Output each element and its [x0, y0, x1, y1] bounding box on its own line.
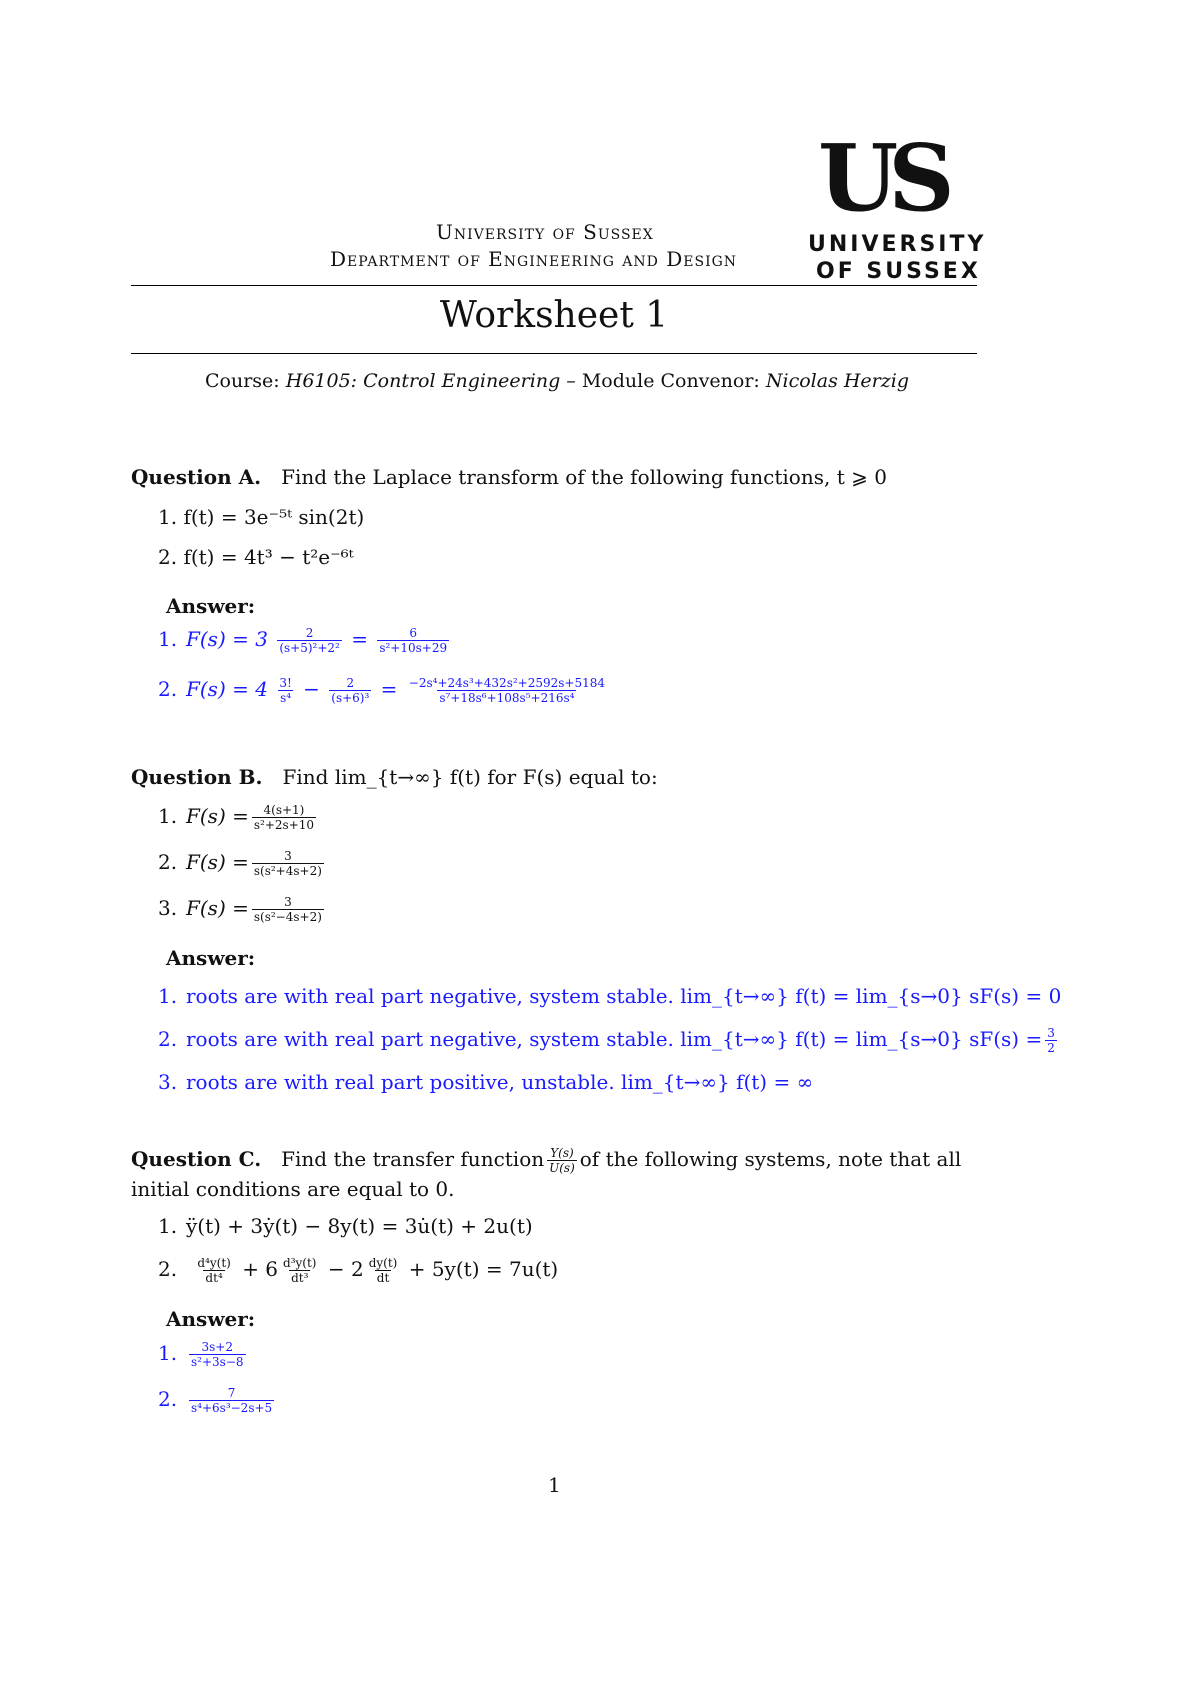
question-b-heading — [131, 765, 658, 789]
list-item — [158, 895, 327, 924]
denominator: dt³ — [291, 1271, 309, 1285]
logo-text-line1: UNIVERSITY — [808, 232, 987, 257]
list-item: 1. f(t) = 3e⁻⁵ᵗ sin(2t) — [158, 505, 365, 529]
numerator: 3 — [284, 895, 292, 909]
question-text: Find the transfer function — [281, 1147, 545, 1171]
question-label: Question A. — [131, 465, 262, 489]
numerator: −2s⁴+24s³+432s²+2592s+5184 — [408, 676, 606, 690]
list-item: 2. f(t) = 4t³ − t²e⁻⁶ᵗ — [158, 545, 354, 569]
numerator: 7 — [227, 1386, 236, 1400]
math: F(s) = — [186, 896, 249, 920]
course-line — [205, 370, 909, 392]
denominator: s(s²−4s+2) — [253, 910, 322, 924]
math: F(s) = 4 — [186, 677, 268, 701]
fraction — [189, 1386, 274, 1415]
denominator: (s+6)³ — [331, 691, 370, 705]
answer-item — [158, 1026, 1060, 1055]
fraction — [277, 626, 342, 655]
math: F(s) = — [186, 850, 249, 874]
item-number: 1. — [158, 1214, 178, 1238]
fraction — [195, 1256, 232, 1285]
numerator: 3! — [279, 676, 292, 690]
numerator: 2 — [346, 676, 355, 690]
answer-item — [158, 626, 452, 655]
denominator: 2 — [1047, 1041, 1055, 1055]
math: F(s) = — [186, 804, 249, 828]
fraction — [277, 676, 293, 705]
logo-text-line2: OF SUSSEX — [816, 259, 981, 284]
answer-text: roots are with real part negative, system stable. lim_{t→∞} f(t) = lim_{s→0} sF(s) = 0 — [186, 984, 1062, 1008]
list-item — [158, 1214, 533, 1238]
numerator: 3s+2 — [201, 1340, 233, 1354]
question-text: Find lim_{t→∞} f(t) for F(s) equal to: — [282, 765, 658, 789]
numerator: dy(t) — [368, 1256, 398, 1270]
answer-label: Answer: — [166, 1307, 256, 1331]
fraction — [407, 676, 607, 705]
divider — [131, 285, 977, 286]
question-a-heading — [131, 465, 887, 489]
denominator: U(s) — [549, 1161, 575, 1175]
answer-item — [158, 676, 610, 705]
course-label: Course: — [205, 370, 280, 392]
item-number: 2. — [158, 850, 178, 874]
list-item — [158, 803, 319, 832]
answer-label: Answer: — [166, 594, 256, 618]
fraction — [281, 1256, 318, 1285]
university-logo-mark: US — [818, 124, 945, 232]
denominator: dt — [376, 1271, 390, 1285]
denominator: (s+5)²+2² — [279, 641, 340, 655]
math: ÿ(t) + 3ẏ(t) − 8y(t) = 3u̇(t) + 2u(t) — [186, 1214, 533, 1238]
denominator: dt⁴ — [205, 1271, 223, 1285]
question-label: Question B. — [131, 765, 263, 789]
denominator: s²+3s−8 — [191, 1355, 244, 1369]
item-number: 3. — [158, 1070, 178, 1094]
fraction — [1045, 1026, 1057, 1055]
math: + 6 — [242, 1257, 279, 1281]
item-number: 2. — [158, 1027, 178, 1051]
divider — [131, 353, 977, 354]
fraction — [252, 803, 316, 832]
item-number: 2. — [158, 1387, 178, 1411]
list-item — [158, 849, 327, 878]
fraction — [367, 1256, 400, 1285]
course-value: H6105: Control Engineering — [285, 370, 561, 392]
convenor-value: Nicolas Herzig — [765, 370, 910, 392]
question-text: initial conditions are equal to 0. — [131, 1177, 455, 1201]
question-text: of the following systems, note that all — [579, 1147, 962, 1171]
denominator: s⁴+6s³−2s+5 — [191, 1401, 273, 1415]
answer-item — [158, 1340, 249, 1369]
separator: – — [566, 370, 576, 392]
question-c-heading — [131, 1146, 961, 1175]
math: − 2 — [327, 1257, 364, 1281]
fraction — [547, 1146, 577, 1175]
numerator: 4(s+1) — [263, 803, 305, 817]
fraction — [329, 676, 371, 705]
numerator: Y(s) — [550, 1146, 574, 1160]
numerator: 6 — [409, 626, 418, 640]
page-number: 1 — [548, 1473, 561, 1497]
numerator: 2 — [305, 626, 314, 640]
question-label: Question C. — [131, 1147, 262, 1171]
university-name: University of Sussex — [436, 220, 654, 244]
answer-item — [158, 1070, 813, 1094]
answer-item — [158, 1386, 277, 1415]
denominator: s²+10s+29 — [379, 641, 448, 655]
math: = — [380, 677, 398, 701]
numerator: 3 — [284, 849, 292, 863]
answer-text: roots are with real part positive, unstable. lim_{t→∞} f(t) = ∞ — [186, 1070, 814, 1094]
answer-text: roots are with real part negative, system stable. lim_{t→∞} f(t) = lim_{s→0} sF(s) = — [186, 1027, 1043, 1051]
numerator: d⁴y(t) — [197, 1256, 231, 1270]
math: F(s) = 3 — [186, 627, 268, 651]
numerator: d³y(t) — [283, 1256, 317, 1270]
answer-item — [158, 984, 1061, 1008]
list-item — [158, 1256, 558, 1285]
math: = — [351, 627, 368, 651]
fraction — [377, 626, 449, 655]
numerator: 3 — [1047, 1026, 1055, 1040]
math: + 5y(t) = 7u(t) — [408, 1257, 559, 1281]
item-number: 2. — [158, 677, 178, 701]
item-number: 2. — [158, 1257, 178, 1281]
convenor-label: Module Convenor: — [581, 370, 760, 392]
denominator: s⁴ — [280, 691, 292, 705]
math: − — [303, 677, 320, 701]
page-title: Worksheet 1 — [439, 295, 669, 336]
fraction — [252, 849, 324, 878]
denominator: s⁷+18s⁶+108s⁵+216s⁴ — [439, 691, 575, 705]
answer-label: Answer: — [166, 946, 256, 970]
fraction — [189, 1340, 246, 1369]
item-number: 1. — [158, 984, 178, 1008]
denominator: s²+2s+10 — [253, 818, 315, 832]
denominator: s(s²+4s+2) — [253, 864, 322, 878]
item-number: 3. — [158, 896, 178, 920]
department-name: Department of Engineering and Design — [330, 247, 738, 271]
fraction — [252, 895, 324, 924]
item-number: 1. — [158, 804, 178, 828]
item-number: 1. — [158, 627, 178, 651]
question-text: Find the Laplace transform of the following functions, t ⩾ 0 — [281, 465, 887, 489]
item-number: 1. — [158, 1341, 178, 1365]
